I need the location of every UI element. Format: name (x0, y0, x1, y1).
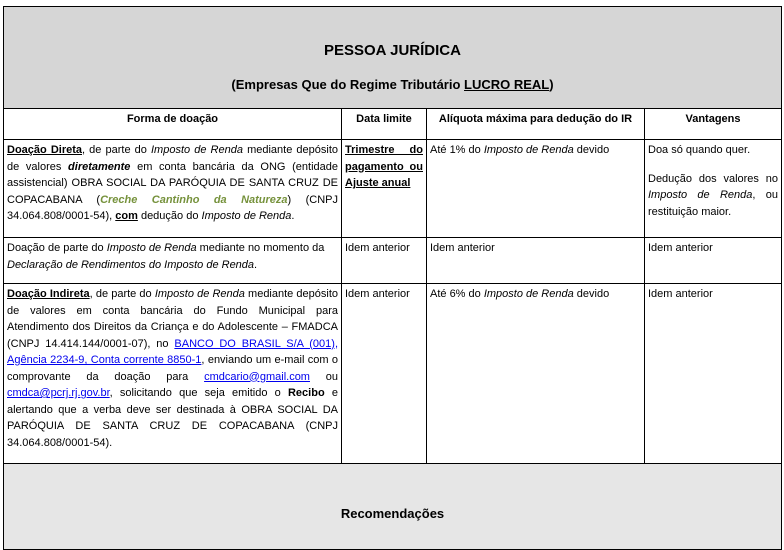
text-span: Doa só quando quer. (648, 144, 751, 156)
table-row (4, 238, 782, 284)
email-link-cmdcario[interactable]: cmdcario@gmail.com (204, 370, 310, 383)
text-span: Recibo (287, 387, 325, 399)
forma-cell (4, 238, 342, 284)
aliquota-cell: Idem anterior (427, 238, 645, 284)
text-span: , enviando um e-mail com o comprovante da doação para (7, 354, 338, 383)
aliquota-cell (427, 284, 645, 464)
subtitle-regime: LUCRO REAL (464, 76, 550, 92)
text-span: mediante no momento da (196, 242, 325, 254)
subtitle-text: (Empresas Que do Regime Tributário (231, 76, 465, 92)
text-span: Imposto de Renda (201, 210, 292, 222)
email-link-cmdca[interactable]: cmdca@pcrj.rj.gov.br (7, 387, 110, 399)
text-span: devido (573, 144, 610, 156)
page-title: PESSOA JURÍDICA (324, 42, 461, 59)
vantagens-cell (645, 140, 782, 238)
text-span: . (291, 210, 295, 222)
text-span: , de parte do (89, 288, 155, 300)
header-data-limite: Data limite (342, 109, 427, 140)
forma-cell (4, 140, 342, 238)
text-span: com (115, 210, 138, 222)
text-span: Dedução dos valores no (648, 172, 778, 185)
text-span: diretamente (68, 160, 131, 173)
text-span: Imposto de Renda (483, 288, 574, 300)
header-aliquota: Alíquota máxima para dedução do IR (427, 109, 645, 140)
table-row (4, 140, 782, 238)
text-span: , ou restituição maior. (648, 189, 778, 218)
text-span: e alertando que a verba deve ser destinada à OBRA SOCIAL DA PARÓQUIA DE SANTA CRUZ DE COPACABANA (CNPJ 34.064.808/0001-54). (7, 387, 338, 449)
text-span: em conta bancária da ONG (entidade assistencial) OBRA SOCIAL DA PARÓQUIA DE SANTA CRUZ DE COPACABANA ( (7, 160, 338, 206)
text-span: ) (CNPJ 34.064.808/0001-54), (7, 193, 339, 222)
recomendacoes-banner (4, 464, 782, 550)
text-span: , de parte do (82, 144, 151, 156)
forma-cell (4, 284, 342, 464)
text-span: Imposto de Renda (483, 144, 574, 156)
subtitle-close: ) (549, 76, 554, 92)
table-header-row (4, 109, 782, 140)
text-span: Até 1% do (430, 144, 484, 156)
header-forma: Forma de doação (4, 109, 342, 140)
data-limite-cell: Idem anterior (342, 284, 427, 464)
doacao-indireta-label: Doação Indireta (7, 288, 90, 300)
title-banner (4, 7, 782, 109)
aliquota-cell (427, 140, 645, 238)
data-limite-cell (342, 140, 427, 238)
text-span: Imposto de Renda (648, 189, 753, 201)
text-span: devido (573, 288, 610, 300)
vantagens-cell: Idem anterior (645, 238, 782, 284)
text-span: dedução do (137, 210, 202, 222)
page-subtitle (4, 77, 781, 94)
text-span: ou (309, 370, 339, 383)
text-span: mediante depósito de valores em conta bancária do Fundo Municipal para Atendimento dos Direitos da Criança e do Adolescente – FMADCA (CNPJ 14.414.144/0001-07), no (7, 288, 339, 350)
text-span: Imposto de Renda (106, 242, 197, 254)
header-vantagens: Vantagens (645, 109, 782, 140)
text-span: , solicitando que seja emitido o (109, 387, 288, 399)
donation-table (3, 6, 782, 550)
text-span: Declaração de Rendimentos do Imposto de Renda (7, 258, 255, 271)
text-span: Imposto de Renda (151, 144, 243, 156)
data-limite-cell: Idem anterior (342, 238, 427, 284)
recomendacoes-title: Recomendações (340, 506, 445, 522)
creche-name: Creche Cantinho da Natureza (100, 193, 288, 206)
text-span: Até 6% do (430, 288, 484, 300)
text-span: mediante depósito de valores (7, 144, 338, 173)
vantagens-cell: Idem anterior (645, 284, 782, 464)
document-page (3, 6, 781, 550)
bank-account-link[interactable]: BANCO DO BRASIL S/A (001), Agência 2234-9, Conta corrente 8850-1 (7, 337, 338, 366)
text-span: Trimestre do pagamento ou Ajuste anual (345, 144, 423, 189)
text-span: Imposto de Renda (154, 288, 245, 300)
text-span: Doação de parte do (7, 242, 107, 254)
text-span: . (254, 258, 258, 271)
doacao-direta-label: Doação Direta (7, 144, 83, 156)
table-row (4, 284, 782, 464)
